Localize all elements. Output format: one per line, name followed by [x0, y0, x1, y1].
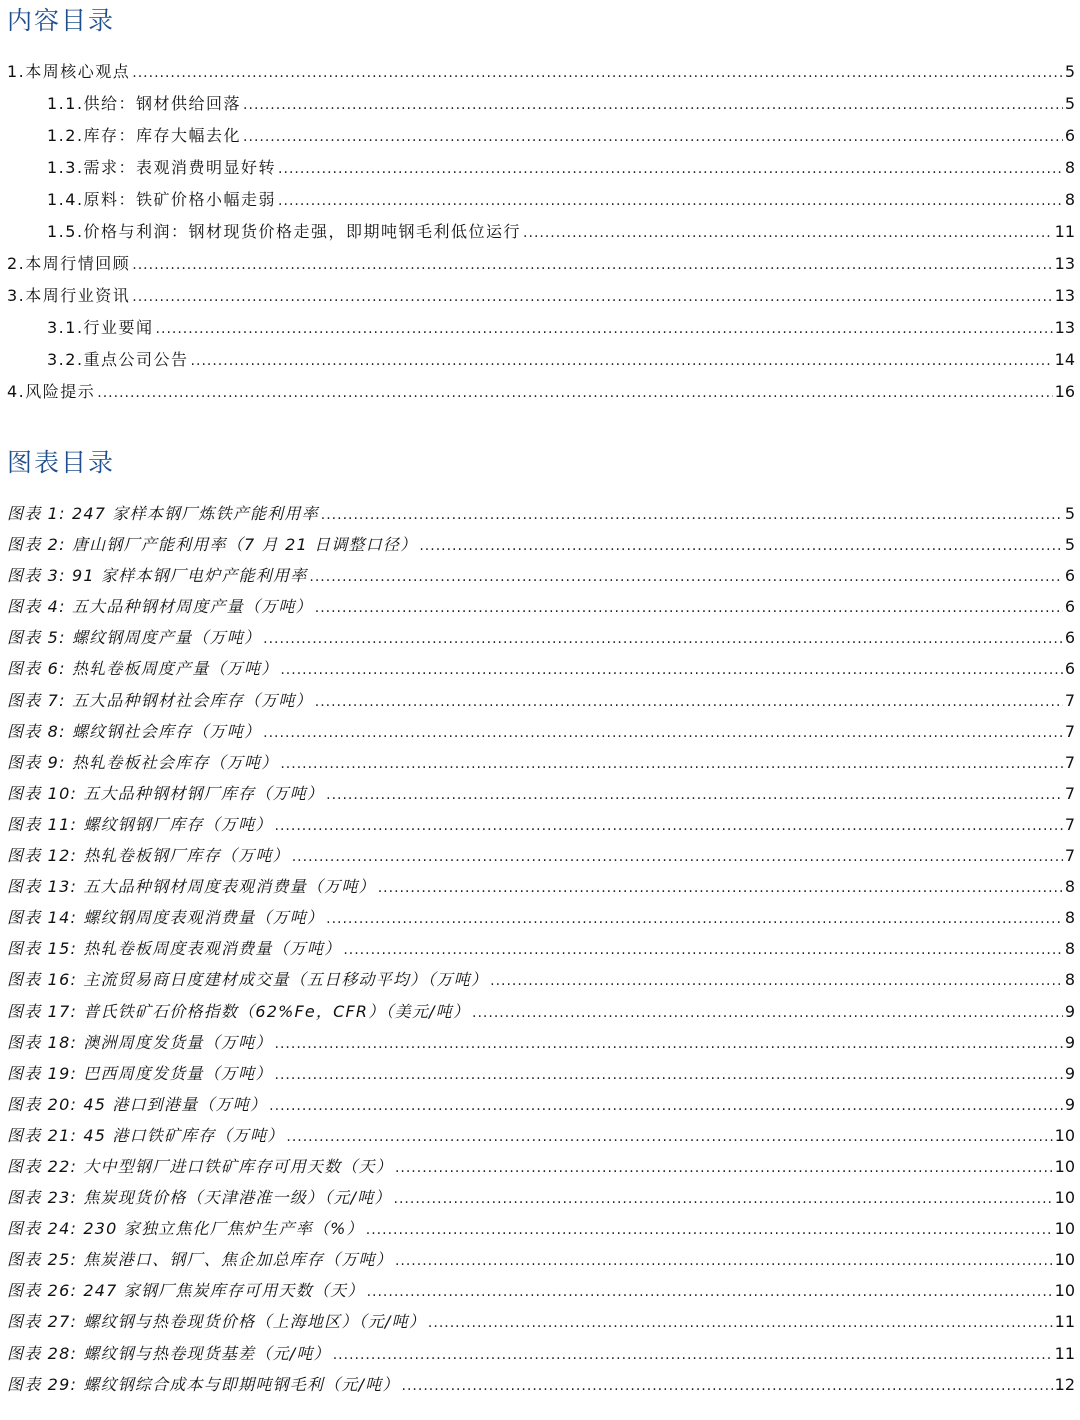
toc-entry-text: 图表 28: 螺纹钢与热卷现货基差（元/吨）: [7, 1343, 331, 1363]
figure-toc-entry[interactable]: [7, 716, 1075, 747]
dot-leader: [367, 1277, 1053, 1308]
figure-toc-entry[interactable]: [7, 778, 1075, 809]
page-number: 10: [1054, 1188, 1075, 1208]
page-number: 6: [1064, 628, 1075, 648]
toc-entry-text: 3.1.行业要闻: [47, 318, 154, 337]
toc-entry-text: 图表 11: 螺纹钢钢厂库存（万吨）: [7, 814, 273, 834]
dot-leader: [395, 1153, 1053, 1184]
toc-entry-text: 图表 29: 螺纹钢综合成本与即期吨钢毛利（元/吨）: [7, 1374, 400, 1394]
contents-toc-entry[interactable]: [47, 344, 1075, 376]
figure-toc-entry[interactable]: [7, 1306, 1075, 1337]
figure-toc-entry[interactable]: [7, 1275, 1075, 1306]
toc-entry-text: 图表 5: 螺纹钢周度产量（万吨）: [7, 628, 262, 648]
page-number: 8: [1064, 877, 1075, 897]
page-number: 6: [1064, 566, 1075, 586]
dot-leader: [321, 500, 1063, 531]
figure-toc-entry[interactable]: [7, 529, 1075, 560]
toc-entry-text: 图表 25: 焦炭港口、钢厂、焦企加总库存（万吨）: [7, 1250, 393, 1270]
toc-entry-text: 图表 3: 91 家样本钢厂电炉产能利用率: [7, 566, 308, 586]
toc-entry-text: 1.本周核心观点: [7, 62, 131, 81]
contents-toc-entry[interactable]: [47, 88, 1075, 120]
figure-toc-entry[interactable]: [7, 560, 1075, 591]
page-number: 9: [1064, 1094, 1075, 1114]
page-number: 11: [1054, 222, 1075, 241]
page-number: 9: [1064, 1032, 1075, 1052]
page-number: 6: [1064, 659, 1075, 679]
dot-leader: [394, 1184, 1053, 1215]
dot-leader: [132, 57, 1063, 89]
page-number: 7: [1064, 690, 1075, 710]
figure-toc-entry[interactable]: [7, 653, 1075, 684]
figure-toc-entry[interactable]: [7, 1151, 1075, 1182]
figures-list: [0, 498, 1080, 1400]
dot-leader: [275, 1029, 1063, 1060]
toc-entry-text: 1.1.供给：钢材供给回落: [47, 94, 242, 113]
toc-entry-text: 图表 23: 焦炭现货价格（天津港准一级）（元/吨）: [7, 1188, 392, 1208]
dot-leader: [280, 749, 1062, 780]
page-number: 7: [1064, 783, 1075, 803]
page-number: 12: [1054, 1374, 1075, 1394]
figure-toc-entry[interactable]: [7, 1058, 1075, 1089]
dot-leader: [292, 842, 1063, 873]
toc-entry-text: 1.2.库存：库存大幅去化: [47, 126, 242, 145]
toc-entry-text: 图表 26: 247 家钢厂焦炭库存可用天数（天）: [7, 1281, 365, 1301]
figure-toc-entry[interactable]: [7, 591, 1075, 622]
dot-leader: [309, 562, 1062, 593]
figure-toc-entry[interactable]: [7, 685, 1075, 716]
page-number: 10: [1054, 1156, 1075, 1176]
toc-entry-text: 图表 8: 螺纹钢社会库存（万吨）: [7, 721, 262, 741]
toc-entry-text: 图表 10: 五大品种钢材钢厂库存（万吨）: [7, 783, 325, 803]
contents-toc-entry[interactable]: [47, 152, 1075, 184]
toc-entry-text: 图表 6: 热轧卷板周度产量（万吨）: [7, 659, 279, 679]
toc-entry-text: 图表 15: 热轧卷板周度表观消费量（万吨）: [7, 939, 342, 959]
dot-leader: [402, 1371, 1053, 1402]
page-number: 10: [1054, 1250, 1075, 1270]
dot-leader: [243, 89, 1063, 121]
toc-entry-text: 图表 14: 螺纹钢周度表观消费量（万吨）: [7, 908, 325, 928]
figures-title: 图表目录: [7, 448, 116, 477]
contents-toc-entry[interactable]: [7, 376, 1075, 408]
toc-entry-text: 1.4.原料：铁矿价格小幅走弱: [47, 190, 277, 209]
page-number: 13: [1054, 286, 1075, 305]
dot-leader: [278, 153, 1063, 185]
figure-toc-entry[interactable]: [7, 1213, 1075, 1244]
page-number: 9: [1064, 1063, 1075, 1083]
figure-toc-entry[interactable]: [7, 1182, 1075, 1213]
page-number: 8: [1064, 158, 1075, 177]
toc-entry-text: 图表 20: 45 港口到港量（万吨）: [7, 1094, 268, 1114]
toc-entry-text: 图表 7: 五大品种钢材社会库存（万吨）: [7, 690, 313, 710]
toc-entry-text: 图表 1: 247 家样本钢厂炼铁产能利用率: [7, 504, 319, 523]
page-number: 6: [1064, 126, 1075, 145]
page-number: 7: [1064, 721, 1075, 741]
toc-entry-text: 图表 27: 螺纹钢与热卷现货价格（上海地区）（元/吨）: [7, 1312, 426, 1332]
toc-entry-text: 图表 22: 大中型钢厂进口铁矿库存可用天数（天）: [7, 1156, 393, 1176]
page-number: 8: [1064, 970, 1075, 990]
dot-leader: [132, 249, 1052, 281]
page-number: 8: [1064, 939, 1075, 959]
dot-leader: [523, 217, 1053, 249]
toc-entry-text: 图表 18: 澳洲周度发货量（万吨）: [7, 1032, 273, 1052]
page-number: 5: [1064, 504, 1075, 523]
dot-leader: [343, 935, 1062, 966]
dot-leader: [326, 780, 1063, 811]
figure-toc-entry[interactable]: [7, 622, 1075, 653]
figure-toc-entry[interactable]: [7, 933, 1075, 964]
page-number: 7: [1064, 814, 1075, 834]
toc-entry-text: 图表 24: 230 家独立焦化厂焦炉生产率（%）: [7, 1219, 364, 1239]
figure-toc-entry[interactable]: [7, 1089, 1075, 1120]
toc-entry-text: 图表 13: 五大品种钢材周度表观消费量（万吨）: [7, 877, 376, 897]
contents-title: 内容目录: [7, 6, 116, 35]
dot-leader: [472, 998, 1063, 1029]
contents-toc-entry[interactable]: [7, 280, 1075, 312]
figure-toc-entry[interactable]: [7, 1369, 1075, 1400]
toc-entry-text: 图表 4: 五大品种钢材周度产量（万吨）: [7, 597, 313, 617]
contents-toc-entry[interactable]: [7, 56, 1075, 88]
toc-entry-text: 3.2.重点公司公告: [47, 350, 189, 369]
toc-entry-text: 图表 21: 45 港口铁矿库存（万吨）: [7, 1125, 285, 1145]
dot-leader: [326, 904, 1063, 935]
figure-toc-entry[interactable]: [7, 747, 1075, 778]
contents-toc-entry[interactable]: [47, 120, 1075, 152]
dot-leader: [490, 966, 1063, 997]
dot-leader: [191, 345, 1053, 377]
contents-toc-entry[interactable]: [7, 248, 1075, 280]
toc-entry-text: 图表 9: 热轧卷板社会库存（万吨）: [7, 752, 279, 772]
toc-entry-text: 2.本周行情回顾: [7, 254, 131, 273]
page-number: 7: [1064, 752, 1075, 772]
page-number: 13: [1054, 254, 1075, 273]
figure-toc-entry[interactable]: [7, 1338, 1075, 1369]
dot-leader: [263, 718, 1063, 749]
page-number: 9: [1064, 1001, 1075, 1021]
page-number: 14: [1054, 350, 1075, 369]
contents-toc-entry[interactable]: [47, 312, 1075, 344]
dot-leader: [278, 185, 1063, 217]
dot-leader: [286, 1122, 1052, 1153]
dot-leader: [269, 1091, 1063, 1122]
page-number: 5: [1064, 94, 1075, 113]
dot-leader: [315, 593, 1063, 624]
page-number: 6: [1064, 597, 1075, 617]
page-number: 11: [1054, 1312, 1075, 1332]
dot-leader: [263, 624, 1063, 655]
toc-entry-text: 图表 19: 巴西周度发货量（万吨）: [7, 1063, 273, 1083]
page-number: 13: [1054, 318, 1075, 337]
figure-toc-entry[interactable]: [7, 1027, 1075, 1058]
dot-leader: [275, 811, 1063, 842]
dot-leader: [156, 313, 1053, 345]
page-number: 8: [1064, 908, 1075, 928]
dot-leader: [275, 1060, 1063, 1091]
toc-entry-text: 1.3.需求：表观消费明显好转: [47, 158, 277, 177]
dot-leader: [419, 531, 1062, 562]
page-number: 5: [1064, 62, 1075, 81]
contents-toc-entry[interactable]: [47, 216, 1075, 248]
page-number: 10: [1054, 1219, 1075, 1239]
toc-entry-text: 4.风险提示: [7, 382, 96, 401]
dot-leader: [395, 1246, 1053, 1277]
page-number: 7: [1064, 846, 1075, 866]
figure-toc-entry[interactable]: [7, 1244, 1075, 1275]
dot-leader: [132, 281, 1052, 313]
dot-leader: [243, 121, 1063, 153]
toc-entry-text: 图表 2: 唐山钢厂产能利用率（7 月 21 日调整口径）: [7, 535, 418, 555]
dot-leader: [378, 873, 1063, 904]
toc-entry-text: 3.本周行业资讯: [7, 286, 131, 305]
figure-toc-entry[interactable]: [7, 1120, 1075, 1151]
dot-leader: [428, 1308, 1053, 1339]
figure-toc-entry[interactable]: [7, 498, 1075, 529]
toc-entry-text: 图表 17: 普氏铁矿石价格指数（62%Fe，CFR）（美元/吨）: [7, 1001, 471, 1021]
contents-toc-entry[interactable]: [47, 184, 1075, 216]
page-number: 8: [1064, 190, 1075, 209]
dot-leader: [315, 687, 1063, 718]
figure-toc-entry[interactable]: [7, 809, 1075, 840]
page-number: 11: [1054, 1343, 1075, 1363]
page-number: 16: [1054, 382, 1075, 401]
dot-leader: [366, 1215, 1053, 1246]
figure-toc-entry[interactable]: [7, 964, 1075, 995]
dot-leader: [97, 377, 1052, 409]
figure-toc-entry[interactable]: [7, 871, 1075, 902]
page-number: 5: [1064, 535, 1075, 555]
dot-leader: [280, 655, 1062, 686]
toc-entry-text: 图表 12: 热轧卷板钢厂库存（万吨）: [7, 846, 290, 866]
page-number: 10: [1054, 1281, 1075, 1301]
toc-entry-text: 1.5.价格与利润：钢材现货价格走强，即期吨钢毛利低位运行: [47, 222, 522, 241]
contents-list: [0, 56, 1080, 408]
dot-leader: [333, 1340, 1053, 1371]
toc-entry-text: 图表 16: 主流贸易商日度建材成交量（五日移动平均）（万吨）: [7, 970, 489, 990]
page-number: 10: [1054, 1125, 1075, 1145]
figure-toc-entry[interactable]: [7, 996, 1075, 1027]
figure-toc-entry[interactable]: [7, 902, 1075, 933]
figure-toc-entry[interactable]: [7, 840, 1075, 871]
